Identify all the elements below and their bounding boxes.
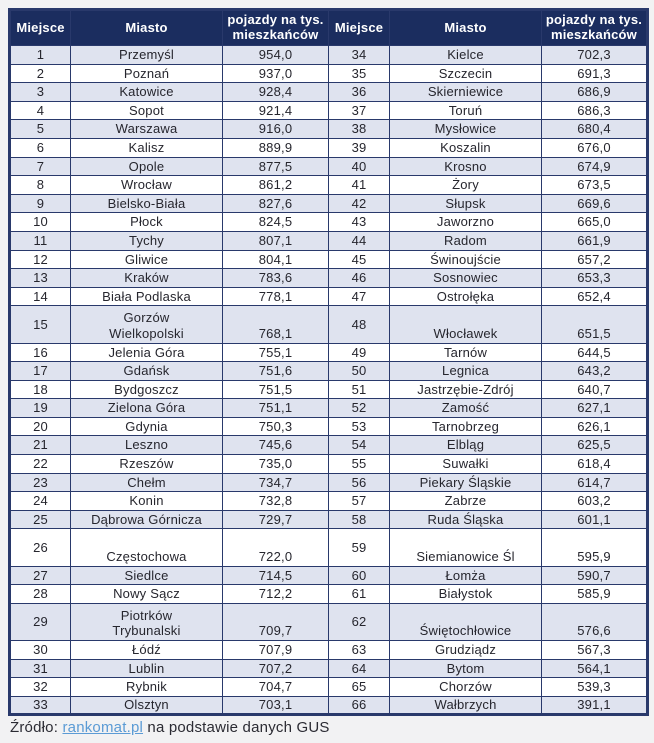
- value-cell: 669,6: [542, 194, 648, 213]
- city-cell: Lublin: [71, 659, 223, 678]
- header-rank-right: Miejsce: [329, 10, 390, 46]
- rank-cell: 43: [329, 213, 390, 232]
- city-cell: Legnica: [390, 362, 542, 381]
- value-cell: 877,5: [223, 157, 329, 176]
- city-cell: Warszawa: [71, 120, 223, 139]
- value-cell: 686,3: [542, 101, 648, 120]
- rank-cell: 33: [10, 696, 71, 715]
- rank-cell: 23: [10, 473, 71, 492]
- value-cell: 824,5: [223, 213, 329, 232]
- rank-cell: 39: [329, 138, 390, 157]
- rank-cell: 35: [329, 64, 390, 83]
- city-cell: Szczecin: [390, 64, 542, 83]
- rank-cell: 65: [329, 678, 390, 697]
- city-cell: Grudziądz: [390, 641, 542, 660]
- rank-cell: 47: [329, 287, 390, 306]
- city-cell: Siemianowice Śl: [390, 529, 542, 566]
- rank-cell: 49: [329, 343, 390, 362]
- city-cell: Leszno: [71, 436, 223, 455]
- city-cell: Chorzów: [390, 678, 542, 697]
- city-cell: Wałbrzych: [390, 696, 542, 715]
- value-cell: 751,6: [223, 362, 329, 381]
- rank-cell: 27: [10, 566, 71, 585]
- city-cell: Olsztyn: [71, 696, 223, 715]
- city-cell: Rzeszów: [71, 455, 223, 474]
- city-cell: Bielsko-Biała: [71, 194, 223, 213]
- table-row: [10, 455, 648, 474]
- table-row: [10, 603, 648, 640]
- value-cell: 603,2: [542, 492, 648, 511]
- city-cell: Piekary Śląskie: [390, 473, 542, 492]
- city-cell: Poznań: [71, 64, 223, 83]
- value-cell: 889,9: [223, 138, 329, 157]
- rank-cell: 42: [329, 194, 390, 213]
- value-cell: 590,7: [542, 566, 648, 585]
- value-cell: 673,5: [542, 176, 648, 195]
- rank-cell: 11: [10, 231, 71, 250]
- value-cell: 734,7: [223, 473, 329, 492]
- rank-cell: 1: [10, 46, 71, 65]
- table-row: [10, 492, 648, 511]
- rank-cell: 5: [10, 120, 71, 139]
- value-cell: 703,1: [223, 696, 329, 715]
- value-cell: 768,1: [223, 306, 329, 343]
- table-row: [10, 176, 648, 195]
- rank-cell: 16: [10, 343, 71, 362]
- table-row: [10, 678, 648, 697]
- value-cell: 916,0: [223, 120, 329, 139]
- city-cell: Zamość: [390, 399, 542, 418]
- value-cell: 691,3: [542, 64, 648, 83]
- city-cell: Rybnik: [71, 678, 223, 697]
- value-cell: 601,1: [542, 510, 648, 529]
- value-cell: 804,1: [223, 250, 329, 269]
- value-cell: 735,0: [223, 455, 329, 474]
- header-row: [10, 10, 648, 46]
- value-cell: 391,1: [542, 696, 648, 715]
- value-cell: 626,1: [542, 417, 648, 436]
- rank-cell: 26: [10, 529, 71, 566]
- value-cell: 680,4: [542, 120, 648, 139]
- rank-cell: 64: [329, 659, 390, 678]
- value-cell: 665,0: [542, 213, 648, 232]
- value-cell: 640,7: [542, 380, 648, 399]
- city-cell: Łomża: [390, 566, 542, 585]
- table-row: [10, 696, 648, 715]
- value-cell: 704,7: [223, 678, 329, 697]
- table-row: [10, 529, 648, 566]
- table-row: [10, 213, 648, 232]
- city-cell: Tarnów: [390, 343, 542, 362]
- rank-cell: 38: [329, 120, 390, 139]
- source-link[interactable]: rankomat.pl: [62, 719, 144, 737]
- rank-cell: 25: [10, 510, 71, 529]
- value-cell: 729,7: [223, 510, 329, 529]
- value-cell: 576,6: [542, 603, 648, 640]
- table-row: [10, 399, 648, 418]
- rank-cell: 15: [10, 306, 71, 343]
- city-cell: Elbląg: [390, 436, 542, 455]
- source-suffix: na podstawie danych GUS: [143, 719, 330, 737]
- header-city-left: Miasto: [71, 10, 223, 46]
- city-cell: Łódź: [71, 641, 223, 660]
- header-rank-left: Miejsce: [10, 10, 71, 46]
- city-cell: Kalisz: [71, 138, 223, 157]
- city-cell: Nowy Sącz: [71, 585, 223, 604]
- table-body: [10, 46, 648, 715]
- value-cell: 595,9: [542, 529, 648, 566]
- table-row: [10, 269, 648, 288]
- rank-cell: 13: [10, 269, 71, 288]
- source-prefix: Źródło:: [10, 719, 63, 737]
- table-row: [10, 362, 648, 381]
- value-cell: 707,2: [223, 659, 329, 678]
- rank-cell: 48: [329, 306, 390, 343]
- rank-cell: 37: [329, 101, 390, 120]
- value-cell: 652,4: [542, 287, 648, 306]
- rank-cell: 44: [329, 231, 390, 250]
- city-cell: Kielce: [390, 46, 542, 65]
- city-cell: Skierniewice: [390, 83, 542, 102]
- rank-cell: 24: [10, 492, 71, 511]
- value-cell: 661,9: [542, 231, 648, 250]
- city-cell: Białystok: [390, 585, 542, 604]
- rank-cell: 30: [10, 641, 71, 660]
- table-row: [10, 659, 648, 678]
- city-cell: Koszalin: [390, 138, 542, 157]
- rank-cell: 21: [10, 436, 71, 455]
- city-cell: Chełm: [71, 473, 223, 492]
- rank-cell: 34: [329, 46, 390, 65]
- table-row: [10, 306, 648, 343]
- table-header: [10, 10, 648, 46]
- value-cell: 627,1: [542, 399, 648, 418]
- value-cell: 676,0: [542, 138, 648, 157]
- value-cell: 751,5: [223, 380, 329, 399]
- rank-cell: 63: [329, 641, 390, 660]
- rank-cell: 22: [10, 455, 71, 474]
- value-cell: 643,2: [542, 362, 648, 381]
- rank-cell: 12: [10, 250, 71, 269]
- city-cell: Świętochłowice: [390, 603, 542, 640]
- value-cell: 564,1: [542, 659, 648, 678]
- value-cell: 674,9: [542, 157, 648, 176]
- table-row: [10, 46, 648, 65]
- city-cell: Piotrków Trybunalski: [71, 603, 223, 640]
- table-row: [10, 138, 648, 157]
- city-cell: Sosnowiec: [390, 269, 542, 288]
- value-cell: 928,4: [223, 83, 329, 102]
- table-row: [10, 101, 648, 120]
- table-row: [10, 510, 648, 529]
- table-row: [10, 250, 648, 269]
- value-cell: 745,6: [223, 436, 329, 455]
- rank-cell: 52: [329, 399, 390, 418]
- value-cell: 732,8: [223, 492, 329, 511]
- table-row: [10, 231, 648, 250]
- city-cell: Tarnobrzeg: [390, 417, 542, 436]
- rank-cell: 6: [10, 138, 71, 157]
- value-cell: 954,0: [223, 46, 329, 65]
- rank-cell: 10: [10, 213, 71, 232]
- value-cell: 614,7: [542, 473, 648, 492]
- value-cell: 778,1: [223, 287, 329, 306]
- table-row: [10, 641, 648, 660]
- value-cell: 702,3: [542, 46, 648, 65]
- city-cell: Zielona Góra: [71, 399, 223, 418]
- value-cell: 783,6: [223, 269, 329, 288]
- value-cell: 625,5: [542, 436, 648, 455]
- city-cell: Toruń: [390, 101, 542, 120]
- city-cell: Sopot: [71, 101, 223, 120]
- city-cell: Zabrze: [390, 492, 542, 511]
- city-cell: Krosno: [390, 157, 542, 176]
- city-cell: Katowice: [71, 83, 223, 102]
- table-row: [10, 473, 648, 492]
- rank-cell: 14: [10, 287, 71, 306]
- value-cell: 751,1: [223, 399, 329, 418]
- rank-cell: 50: [329, 362, 390, 381]
- source-note: [8, 719, 646, 736]
- city-cell: Przemyśl: [71, 46, 223, 65]
- rank-cell: 40: [329, 157, 390, 176]
- city-cell: Dąbrowa Górnicza: [71, 510, 223, 529]
- rank-cell: 18: [10, 380, 71, 399]
- table-row: [10, 417, 648, 436]
- rank-cell: 53: [329, 417, 390, 436]
- city-cell: Włocławek: [390, 306, 542, 343]
- table-row: [10, 343, 648, 362]
- value-cell: 750,3: [223, 417, 329, 436]
- city-cell: Opole: [71, 157, 223, 176]
- rank-cell: 54: [329, 436, 390, 455]
- value-cell: 686,9: [542, 83, 648, 102]
- city-cell: Świnoujście: [390, 250, 542, 269]
- rank-cell: 7: [10, 157, 71, 176]
- city-cell: Słupsk: [390, 194, 542, 213]
- rank-cell: 36: [329, 83, 390, 102]
- table-row: [10, 83, 648, 102]
- header-value-right: pojazdy na tys. mieszkańców: [542, 10, 648, 46]
- city-cell: Biała Podlaska: [71, 287, 223, 306]
- value-cell: 657,2: [542, 250, 648, 269]
- rank-cell: 3: [10, 83, 71, 102]
- value-cell: 714,5: [223, 566, 329, 585]
- rank-cell: 66: [329, 696, 390, 715]
- value-cell: 937,0: [223, 64, 329, 83]
- table-row: [10, 287, 648, 306]
- vehicles-ranking-table: [8, 8, 649, 716]
- table-row: [10, 157, 648, 176]
- city-cell: Jastrzębie-Zdrój: [390, 380, 542, 399]
- value-cell: 644,5: [542, 343, 648, 362]
- city-cell: Mysłowice: [390, 120, 542, 139]
- value-cell: 651,5: [542, 306, 648, 343]
- value-cell: 921,4: [223, 101, 329, 120]
- value-cell: 861,2: [223, 176, 329, 195]
- rank-cell: 41: [329, 176, 390, 195]
- city-cell: Radom: [390, 231, 542, 250]
- value-cell: 539,3: [542, 678, 648, 697]
- rank-cell: 56: [329, 473, 390, 492]
- city-cell: Jelenia Góra: [71, 343, 223, 362]
- rank-cell: 19: [10, 399, 71, 418]
- city-cell: Siedlce: [71, 566, 223, 585]
- city-cell: Ostrołęka: [390, 287, 542, 306]
- value-cell: 585,9: [542, 585, 648, 604]
- city-cell: Płock: [71, 213, 223, 232]
- city-cell: Suwałki: [390, 455, 542, 474]
- city-cell: Żory: [390, 176, 542, 195]
- table-row: [10, 380, 648, 399]
- city-cell: Tychy: [71, 231, 223, 250]
- value-cell: 707,9: [223, 641, 329, 660]
- rank-cell: 51: [329, 380, 390, 399]
- city-cell: Gdańsk: [71, 362, 223, 381]
- city-cell: Jaworzno: [390, 213, 542, 232]
- value-cell: 567,3: [542, 641, 648, 660]
- rank-cell: 32: [10, 678, 71, 697]
- city-cell: Gliwice: [71, 250, 223, 269]
- rank-cell: 17: [10, 362, 71, 381]
- rank-cell: 61: [329, 585, 390, 604]
- city-cell: Bytom: [390, 659, 542, 678]
- rank-cell: 57: [329, 492, 390, 511]
- table-row: [10, 585, 648, 604]
- table-row: [10, 120, 648, 139]
- rank-cell: 29: [10, 603, 71, 640]
- rank-cell: 8: [10, 176, 71, 195]
- city-cell: Gdynia: [71, 417, 223, 436]
- value-cell: 827,6: [223, 194, 329, 213]
- rank-cell: 20: [10, 417, 71, 436]
- header-city-right: Miasto: [390, 10, 542, 46]
- value-cell: 807,1: [223, 231, 329, 250]
- header-value-left: pojazdy na tys. mieszkańców: [223, 10, 329, 46]
- city-cell: Kraków: [71, 269, 223, 288]
- table-row: [10, 566, 648, 585]
- value-cell: 618,4: [542, 455, 648, 474]
- city-cell: Wrocław: [71, 176, 223, 195]
- city-cell: Gorzów Wielkopolski: [71, 306, 223, 343]
- rank-cell: 28: [10, 585, 71, 604]
- rank-cell: 58: [329, 510, 390, 529]
- rank-cell: 46: [329, 269, 390, 288]
- rank-cell: 59: [329, 529, 390, 566]
- city-cell: Ruda Śląska: [390, 510, 542, 529]
- city-cell: Bydgoszcz: [71, 380, 223, 399]
- rank-cell: 55: [329, 455, 390, 474]
- rank-cell: 45: [329, 250, 390, 269]
- city-cell: Częstochowa: [71, 529, 223, 566]
- rank-cell: 2: [10, 64, 71, 83]
- rank-cell: 62: [329, 603, 390, 640]
- rank-cell: 60: [329, 566, 390, 585]
- value-cell: 722,0: [223, 529, 329, 566]
- rank-cell: 31: [10, 659, 71, 678]
- rank-cell: 9: [10, 194, 71, 213]
- value-cell: 712,2: [223, 585, 329, 604]
- table-row: [10, 64, 648, 83]
- table-row: [10, 194, 648, 213]
- table-row: [10, 436, 648, 455]
- value-cell: 709,7: [223, 603, 329, 640]
- value-cell: 653,3: [542, 269, 648, 288]
- city-cell: Konin: [71, 492, 223, 511]
- rank-cell: 4: [10, 101, 71, 120]
- value-cell: 755,1: [223, 343, 329, 362]
